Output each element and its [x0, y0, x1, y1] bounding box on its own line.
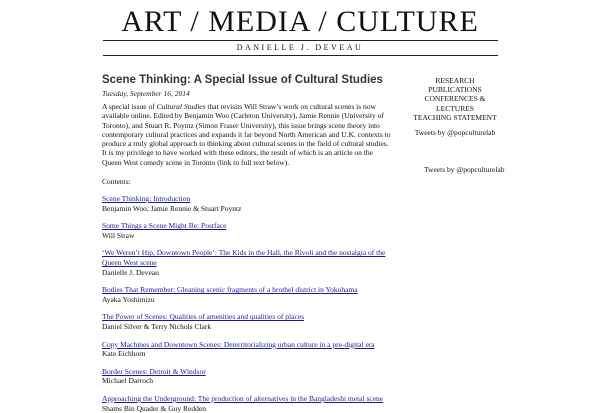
site-title[interactable]: ART / MEDIA / CULTURE [121, 5, 479, 38]
post-body-text-2: that revisits Will Straw’s work on cultural scenes is now available online. Edited by Benjamin Woo (Carleton University), Jamie Rennie (University of Toronto), and Stuart R. Poyntz (Simon Fraser University), this issue brings scene theory into contemporary cultural practices and expands it far beyond North American and U.K. contexts to produce a truly global approach to thinking about cultural scenes in the field of cultural studies. It is my privilege to have worked with these editors, the result of which is an article on the Queen West comedy scene in Toronto (link to full text below). [102, 102, 391, 167]
sidebar-tweets-link[interactable]: Tweets by @popculturelab [414, 128, 496, 138]
post-title[interactable]: Scene Thinking: A Special Issue of Cultural Studies [102, 74, 383, 86]
post-body [102, 102, 394, 167]
site-subtitle: DANIELLE J. DEVEAU [236, 43, 364, 52]
entry-authors: Benjamin Woo, Jamie Rennie & Stuart Poyntz [102, 203, 242, 213]
entry-authors: Will Straw [102, 230, 135, 240]
entry-authors: Kate Eichhorn [102, 349, 146, 359]
post-main [102, 73, 394, 413]
header-rule-bottom [103, 55, 498, 56]
entry-authors: Shams Bin Quader & Guy Redden [102, 403, 206, 413]
contents-entry [102, 285, 394, 304]
entry-authors: Danielle J. Deveau [102, 267, 159, 277]
entry-authors: Ayaka Yoshimizu [102, 294, 155, 304]
sidebar-nav [410, 76, 500, 137]
sidebar-item-lectures[interactable]: LECTURES [436, 103, 474, 113]
contents-entry [102, 312, 394, 331]
post-body-journal: Cultural Studies [156, 102, 206, 111]
post-date: Tuesday, September 16, 2014 [102, 89, 190, 98]
contents-entry [102, 248, 394, 277]
contents-label: Contents: [102, 177, 131, 187]
sidebar-item-teaching-statement[interactable]: TEACHING STATEMENT [413, 112, 497, 122]
entry-link[interactable]: Copy Machines and Downtown Scenes: Deterritorializing urban culture in a pre-digital era [102, 339, 375, 349]
sidebar-item-publications[interactable]: PUBLICATIONS [428, 85, 482, 95]
contents-entry [102, 394, 394, 413]
entry-link[interactable]: ‘We Weren’t Hip, Downtown People’: The Kids in the Hall, the Rivoli and the nostalgia of the Queen West scene [102, 248, 386, 268]
contents-entry [102, 340, 394, 359]
entry-authors: Michael Darroch [102, 376, 154, 386]
entry-authors: Daniel Silver & Terry Nichols Clark [102, 322, 212, 332]
entry-link[interactable]: The Power of Scenes: Qualities of amenities and qualities of places [102, 312, 305, 322]
entry-link[interactable]: Scene Thinking: Introduction [102, 194, 191, 204]
contents-entry [102, 194, 394, 213]
contents-entry [102, 221, 394, 240]
contents-entry [102, 367, 394, 386]
twitter-timeline-link[interactable]: Tweets by @popculturelab [424, 165, 505, 174]
sidebar-item-conferences[interactable]: CONFERENCES & [424, 94, 486, 104]
entry-link[interactable]: Some Things a Scene Might Be: Postface [102, 221, 227, 231]
sidebar-item-research[interactable]: RESEARCH [435, 76, 475, 85]
entry-link[interactable]: Border Scenes: Detroit & Windsor [102, 366, 206, 376]
post-body-text-1: A special issue of [102, 102, 157, 111]
entry-link[interactable]: Approaching the Underground: The production of alternatives in the Bangladeshi metal scene [102, 393, 384, 403]
entry-link[interactable]: Bodies That Remember: Gleaning scenic fragments of a brothel district in Yokohama [102, 285, 358, 295]
